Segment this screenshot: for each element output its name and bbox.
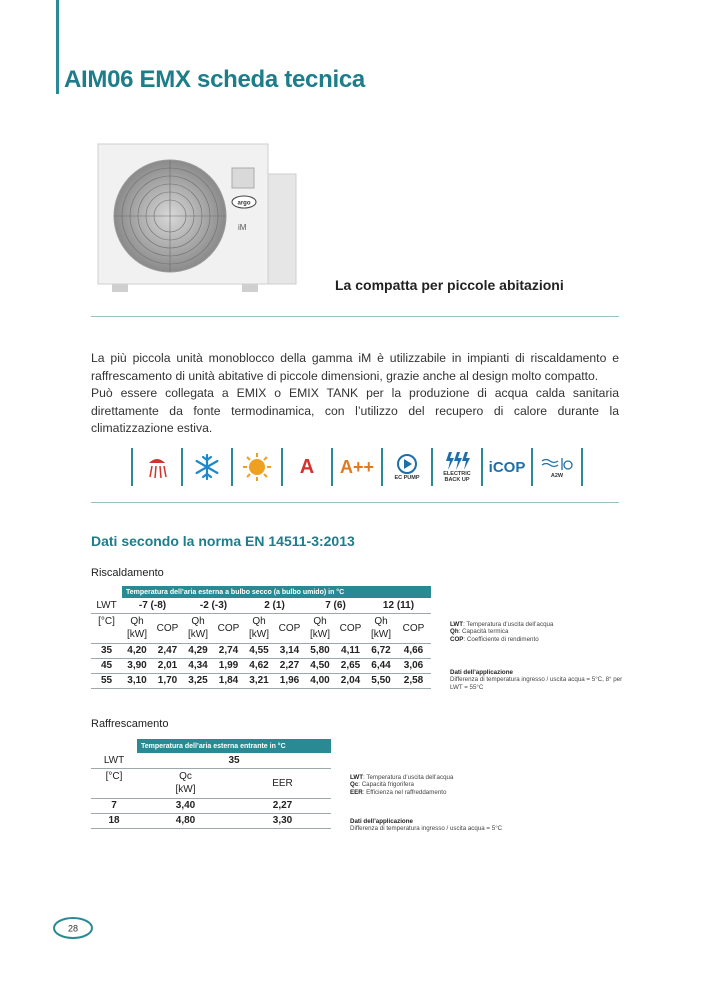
cooling-table: Temperatura dell’aria esterna entrante in °C LWT 35 [°C] Qc [kW] EER 7 3,40 2,27 18 4,80 3,30 — [91, 739, 331, 829]
svg-text:iM: iM — [238, 223, 247, 232]
product-image — [92, 138, 302, 298]
electric-backup-icon: ELECTRIC BACK UP — [433, 448, 481, 486]
divider — [91, 502, 619, 503]
heating-legend: LWT: Temperatura d’uscita dell’acqua Qh: Capacità termica COP: Coefficiente di rendimento — [450, 621, 554, 643]
subtitle: La compatta per piccole abitazioni — [335, 277, 564, 293]
temp-header: -2 (-3) — [183, 598, 244, 613]
temp-header: 7 (6) — [305, 598, 366, 613]
temp-header: 2 (1) — [244, 598, 305, 613]
table-row: 45 3,90 2,01 4,34 1,99 4,62 2,27 4,50 2,65 6,44 3,06 — [91, 658, 431, 673]
table-row: 35 4,20 2,47 4,29 2,74 4,55 3,14 5,80 4,11 6,72 4,66 — [91, 643, 431, 658]
description-paragraph-2: Può essere collegata a EMIX o EMIX TANK per la produzione di acqua calda sanitaria direttamente da fonte termodinamica, con l’utilizzo del recupero di calore durante la climatizzazione estiva. — [91, 386, 619, 435]
snowflake-icon — [183, 448, 231, 486]
feature-icons — [131, 448, 583, 486]
table-row: 7 3,40 2,27 — [91, 798, 331, 813]
svg-text:argo: argo — [237, 200, 251, 207]
energy-class-a-plus-plus: A++ — [339, 456, 375, 477]
page-number-badge — [52, 916, 94, 940]
heating-app-notes: Dati dell’applicazione Differenza di temperatura ingresso / uscita acqua = 5°C, 8° per LWT = 55°C — [450, 669, 623, 691]
temp-header: 12 (11) — [366, 598, 431, 613]
cooling-title: Raffrescamento — [91, 718, 169, 730]
lwt-label: LWT — [91, 598, 122, 613]
divider — [91, 316, 619, 317]
cooling-legend: LWT: Temperatura d’uscita dell’acqua Qc: Capacità frigorifera EER: Efficienza nel raffreddamento — [350, 774, 454, 796]
lwt-unit: [°C] — [91, 613, 122, 643]
ec-pump-icon: EC PUMP — [383, 448, 431, 486]
cooling-header-band: Temperatura dell’aria esterna entrante in °C — [137, 739, 331, 753]
temp-header: -7 (-8) — [122, 598, 183, 613]
a2w-icon: A2W — [533, 448, 581, 486]
section-title: Dati secondo la norma EN 14511-3:2013 — [91, 533, 355, 549]
sun-icon — [233, 448, 281, 486]
heating-header-band: Temperatura dell’aria esterna a bulbo secco (a bulbo umido) in °C — [122, 586, 431, 598]
cooling-app-notes: Dati dell’applicazione Differenza di temperatura ingresso / uscita acqua = 5°C — [350, 818, 503, 833]
table-row: 55 3,10 1,70 3,25 1,84 3,21 1,96 4,00 2,04 5,50 2,58 — [91, 673, 431, 688]
description-paragraph-1: La più piccola unità monoblocco della gamma iM è utilizzabile in impianti di riscaldamento e raffrescamento di unità abitative di piccole dimensioni, grazie anche al design molto compatto. — [91, 351, 619, 383]
description — [91, 350, 619, 438]
page-title: AIM06 EMX scheda tecnica — [64, 66, 365, 93]
energy-class-a: A — [299, 455, 315, 478]
shower-icon — [133, 448, 181, 486]
table-row: 18 4,80 3,30 — [91, 813, 331, 828]
page-number: 28 — [67, 923, 79, 934]
heating-title: Riscaldamento — [91, 567, 164, 579]
heating-table: Temperatura dell’aria esterna a bulbo secco (a bulbo umido) in °C LWT -7 (-8) -2 (-3) 2 (1) 7 (6) 12 (11) [°C] Qh [kW] COP Qh [kW] COP Qh [kW] COP Qh [kW] COP Qh [kW] COP 35 4,20 2,47 4,29 2,74 4,55 3,14 5,80 4,11 6,72 4,66 45 3,90 2,01 4,34 1,99 4,62 2,27 4,50 2,65 6,44 3,06 55 3,10 1,70 3,25 1,84 3,21 1,96 4,00 2,04 5,50 2,58 — [91, 586, 431, 689]
icop-icon: iCOP — [488, 458, 526, 476]
accent-bar — [56, 0, 59, 94]
